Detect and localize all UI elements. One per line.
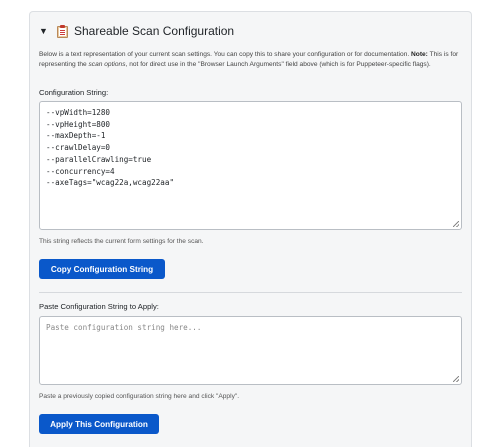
section-title: Shareable Scan Configuration <box>74 24 235 38</box>
config-panel <box>29 11 472 447</box>
note-label: Note: <box>411 51 428 58</box>
clipboard-icon <box>57 25 68 38</box>
copy-config-button[interactable]: Copy Configuration String <box>39 259 165 279</box>
config-string-label: Configuration String: <box>39 88 109 97</box>
paste-config-label: Paste Configuration String to Apply: <box>39 302 159 311</box>
config-help-text: This string reflects the current form settings for the scan. <box>39 238 204 245</box>
section-divider <box>39 292 462 293</box>
section-summary[interactable] <box>39 24 234 38</box>
paste-config-placeholder: Paste configuration string here... <box>46 323 202 332</box>
apply-config-button[interactable]: Apply This Configuration <box>39 414 159 434</box>
config-string-textarea[interactable] <box>39 101 462 230</box>
triangle-down-icon[interactable]: ▼ <box>39 26 48 36</box>
resize-grip-icon[interactable] <box>453 221 459 227</box>
description-text: Below is a text representation of your current scan settings. You can copy this to share your configuration or for documentation. Note: This is for representing the scan options, not for direct use in the "Browser Launch Arguments" field above (which is for Puppeteer-specific flags). <box>39 51 459 68</box>
paste-config-textarea[interactable] <box>39 316 462 385</box>
resize-grip-icon[interactable] <box>453 376 459 382</box>
apply-help-text: Paste a previously copied configuration string here and click "Apply". <box>39 393 240 400</box>
scan-options-emphasis: scan options <box>88 60 126 68</box>
config-string-value: --vpWidth=1280 --vpHeight=800 --maxDepth=-1 --crawlDelay=0 --parallelCrawling=true --concurrency=4 --axeTags="wcag22a,wcag22aa" <box>46 108 175 188</box>
